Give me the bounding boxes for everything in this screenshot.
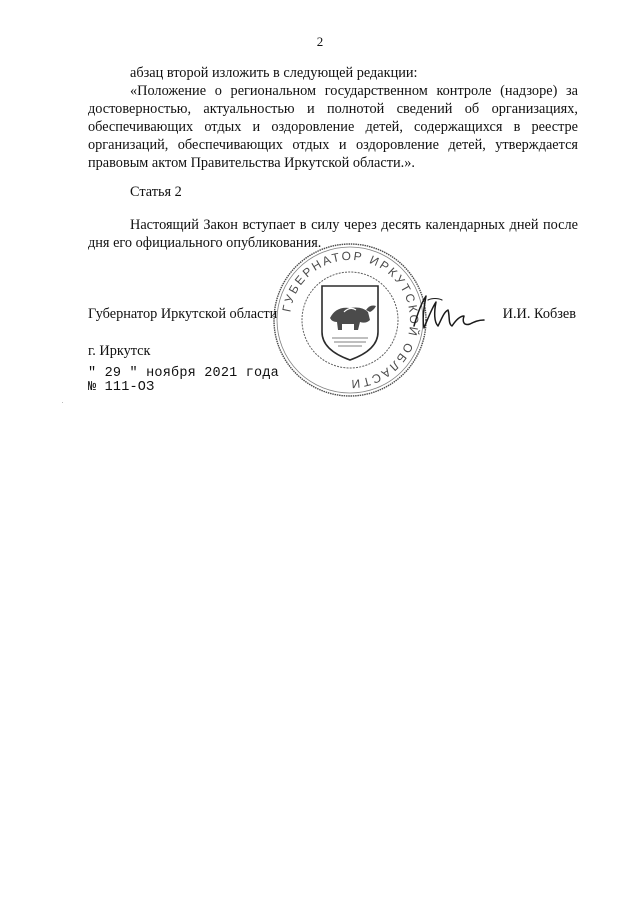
law-number: № 111-ОЗ [88,380,155,395]
intro-line: абзац второй изложить в следующей редакции: [130,65,418,81]
article-heading: Статья 2 [130,184,182,200]
signer-title: Губернатор Иркутской области [88,306,278,322]
page-number: 2 [316,34,324,49]
quoted-paragraph: «Положение о региональном государственном контроле (надзоре) за достоверностью, актуальностью и полнотой сведений об организациях, обеспечивающих отдых и оздоровление детей, содержащихся в реестре организаций, обеспечивающих отдых и оздоровление детей, утверждается правовым актом Правительства Иркутской области.». [88,83,578,171]
city: г. Иркутск [88,343,151,359]
document-body [88,64,578,172]
law-date: " 29 " ноября 2021 года [88,366,279,381]
signature-row [88,306,578,326]
final-paragraph: Настоящий Закон вступает в силу через десять календарных дней после дня его официального опубликования. [88,217,578,251]
svg-text:ГУБЕРНАТОР ИРКУТСКОЙ ОБЛАСТИ: ГУБЕРНАТОР ИРКУТСКОЙ ОБЛАСТИ [279,248,422,392]
signer-name: И.И. Кобзев [502,306,576,322]
scan-speck [62,402,63,403]
